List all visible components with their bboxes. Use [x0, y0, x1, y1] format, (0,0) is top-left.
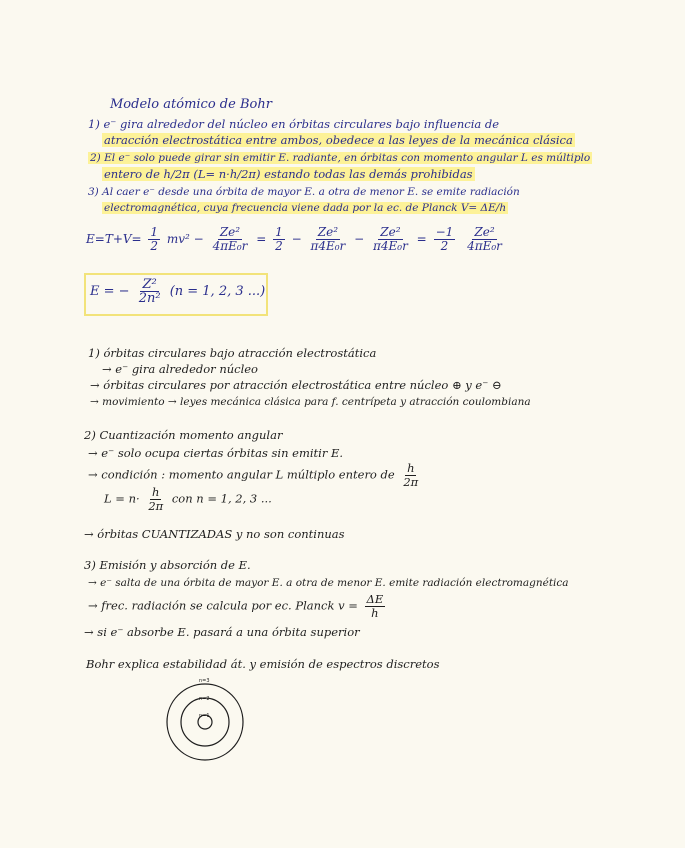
section-2-heading: 2) Cuantización momento angular — [84, 428, 283, 442]
orbit-label-n1: n=1 — [199, 713, 210, 719]
boxed-energy-formula: E = − $\frac{\text{Z²}}{\text{2n²}}$ (n = 1, 2, 3 ...) — [90, 277, 266, 306]
postulate-1-line2: atracción electrostática entre ambos, obedece a las leyes de la mecánica clásica — [104, 133, 573, 147]
section-1-heading: 1) órbitas circulares bajo atracción electrostática — [88, 346, 377, 360]
section-3-item: → frec. radiación se calcula por ec. Planck v = $\frac{\Delta E}{h}$ — [88, 592, 384, 620]
orbit-label-n3: n=3 — [199, 678, 210, 684]
section-2-item: → e⁻ solo ocupa ciertas órbitas sin emitir E. — [88, 446, 344, 460]
absorption-note: → si e⁻ absorbe E. pasará a una órbita superior — [84, 625, 360, 639]
section-1-item: → órbitas circulares por atracción electrostática entre núcleo ⊕ y e⁻ ⊖ — [90, 378, 502, 392]
page-title: Modelo atómico de Bohr — [110, 97, 272, 112]
angular-momentum-formula: L = n· $\frac{h}{2\pi}$ con n = 1, 2, 3 ... — [104, 485, 272, 513]
conclusion-text: Bohr explica estabilidad át. y emisión de espectros discretos — [86, 657, 440, 671]
energy-equation: E=T+V= $\frac{1}{2}$ mv² − $\frac{\text{Ze²}}{\text{4πE₀r}}$ = $\frac{1}{2}$ − $\frac{\text{Ze²}}{\text{π4E₀r}}$ − $\frac{\text{Ze²}}{\text{π4E₀r}}$ = $\frac{-1}{2}$ $\frac{\text{Ze²}}{\text{4πE₀r}}$ — [86, 225, 502, 253]
section-3-item: → e⁻ salta de una órbita de mayor E. a otra de menor E. emite radiación electromagnética — [88, 577, 569, 589]
section-1-item: → movimiento → leyes mecánica clásica para f. centrípeta y atracción coulombiana — [90, 396, 531, 408]
postulate-1-line1: 1) e⁻ gira alrededor del núcleo en órbitas circulares bajo influencia de — [88, 117, 500, 131]
postulate-2-line2: entero de h/2π (L= n·h/2π) estando todas las demás prohibidas — [104, 167, 473, 181]
section-2-item: → condición : momento angular L múltiplo entero de $\frac{h}{2\pi}$ — [88, 461, 419, 489]
section-1-item: → e⁻ gira alrededor núcleo — [102, 362, 258, 376]
orbit-n2 — [181, 698, 229, 746]
postulate-3-line1: 3) Al caer e⁻ desde una órbita de mayor E. a otra de menor E. se emite radiación — [88, 186, 520, 198]
postulate-2-line1: 2) El e⁻ solo puede girar sin emitir E. radiante, en órbitas con momento angular L es múltiplo — [90, 152, 591, 164]
bohr-orbit-diagram — [162, 676, 252, 766]
orbit-label-n2: n=2 — [199, 696, 210, 702]
postulate-3-line2: electromagnética, cuya frecuencia viene dada por la ec. de Planck V= ΔE/h — [104, 202, 507, 214]
section-3-heading: 3) Emisión y absorción de E. — [84, 558, 251, 572]
quantized-orbits-note: → órbitas CUANTIZADAS y no son continuas — [84, 527, 345, 541]
